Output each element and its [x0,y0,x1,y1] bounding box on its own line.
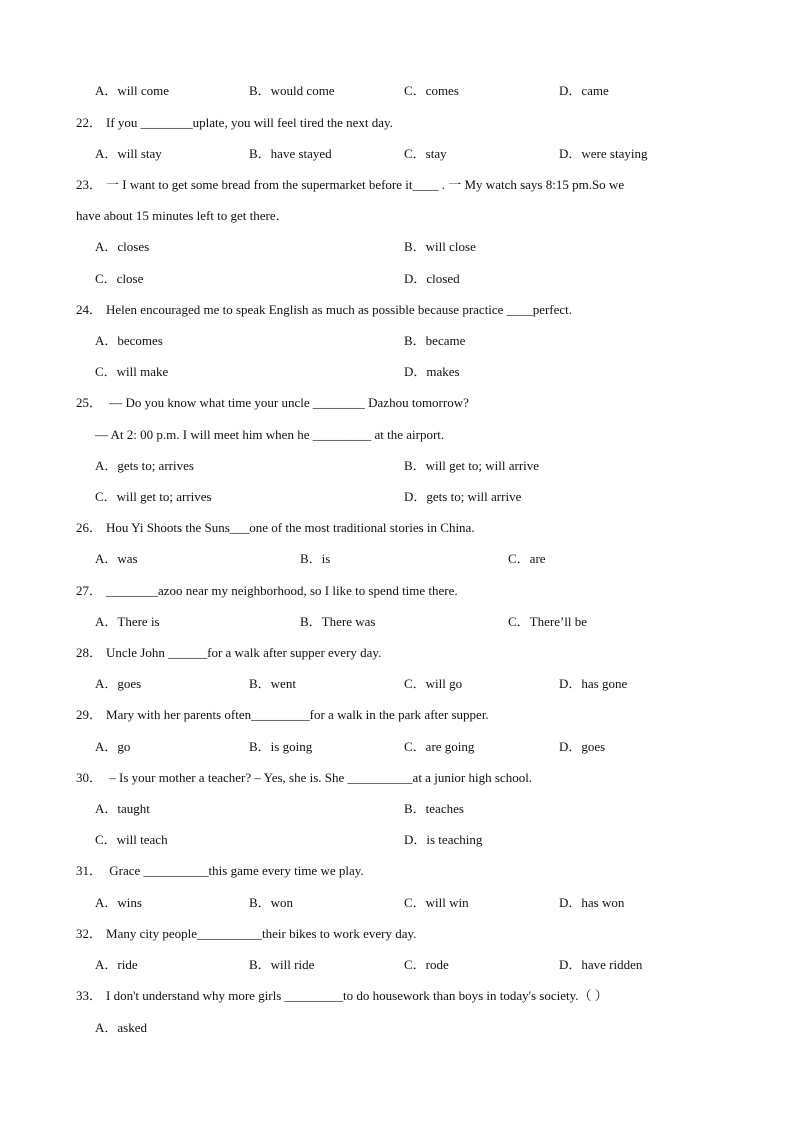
q28-option-d: D．has gone [559,676,628,691]
q25-option-b: B．will get to; will arrive [404,458,540,473]
question-25-reply: — At 2: 00 p.m. I will meet him when he _________ at the airport. [95,427,445,442]
q26-option-b: B．is [300,551,331,566]
question-30 [76,770,532,786]
q26-option-c: C．are [508,551,546,566]
question-text: Grace __________this game every time we play. [106,863,364,878]
q25-option-c: C．will get to; arrives [95,489,212,504]
q22-option-b: B．have stayed [249,146,332,161]
question-22 [76,115,393,131]
q22-option-c: C．stay [404,146,447,161]
question-number: 24． [76,302,103,317]
q23-option-c: C．close [95,271,144,286]
question-28 [76,645,381,661]
question-26 [76,520,475,536]
q29-option-c: C．are going [404,739,475,754]
question-number: 32． [76,926,103,941]
q30-option-b: B．teaches [404,801,464,816]
q22-option-d: D．were staying [559,146,648,161]
q31-option-b: B．won [249,895,294,910]
question-text: — Do you know what time your uncle ________ Dazhou tomorrow? [106,395,469,410]
q26-option-a: A．was [95,551,138,566]
q29-option-d: D．goes [559,739,606,754]
q32-option-b: B．will ride [249,957,315,972]
q29-option-a: A．go [95,739,131,754]
q31-option-d: D．has won [559,895,625,910]
q25-option-d: D．gets to; will arrive [404,489,522,504]
question-text: I don't understand why more girls _________to do housework than boys in today's society.（ ） [106,988,608,1003]
question-number: 22． [76,115,103,130]
q21-option-a: A．will come [95,83,170,98]
question-32 [76,926,416,942]
question-24 [76,302,572,318]
question-text: Mary with her parents often_________for a walk in the park after supper. [106,707,489,722]
question-number: 29． [76,707,103,722]
question-text: Hou Yi Shoots the Suns___one of the most traditional stories in China. [106,520,475,535]
question-25 [76,395,469,411]
q21-option-c: C．comes [404,83,459,98]
q30-option-c: C．will teach [95,832,168,847]
question-number: 30． [76,770,103,785]
question-number: 26． [76,520,103,535]
q21-option-b: B．would come [249,83,335,98]
q27-option-b: B．There was [300,614,376,629]
q21-option-d: D．came [559,83,609,98]
q30-option-d: D．is teaching [404,832,483,847]
q31-option-a: A．wins [95,895,142,910]
question-number: 28． [76,645,103,660]
q23-option-d: D．closed [404,271,460,286]
q24-option-a: A．becomes [95,333,163,348]
question-29 [76,707,489,723]
q33-option-a: A．asked [95,1020,147,1035]
q32-option-a: A．ride [95,957,138,972]
question-number: 25． [76,395,103,410]
q25-option-a: A．gets to; arrives [95,458,194,473]
question-27 [76,583,458,599]
question-33 [76,988,608,1004]
question-text: If you ________uplate, you will feel tired the next day. [106,115,393,130]
q27-option-c: C．There’ll be [508,614,588,629]
question-number: 27． [76,583,103,598]
question-31 [76,863,364,879]
question-text: Uncle John ______for a walk after supper every day. [106,645,382,660]
question-number: 23． [76,177,103,192]
q22-option-a: A．will stay [95,146,162,161]
q28-option-b: B．went [249,676,296,691]
q28-option-c: C．will go [404,676,463,691]
q30-option-a: A．taught [95,801,150,816]
question-text: 一 I want to get some bread from the supermarket before it____ . 一 My watch says 8:15 pm.So we [106,177,625,192]
q32-option-d: D．have ridden [559,957,643,972]
q24-option-d: D．makes [404,364,460,379]
q31-option-c: C．will win [404,895,469,910]
q29-option-b: B．is going [249,739,313,754]
q24-option-b: B．became [404,333,466,348]
q24-option-c: C．will make [95,364,169,379]
q32-option-c: C．rode [404,957,449,972]
q23-option-a: A．closes [95,239,150,254]
question-text: ________azoo near my neighborhood, so I like to spend time there. [106,583,458,598]
q23-option-b: B．will close [404,239,476,254]
question-text: – Is your mother a teacher? – Yes, she is. She __________at a junior high school. [106,770,533,785]
q27-option-a: A．There is [95,614,160,629]
question-number: 33． [76,988,103,1003]
question-text: Many city people__________their bikes to work every day. [106,926,417,941]
q28-option-a: A．goes [95,676,142,691]
question-23 [76,177,624,193]
question-number: 31． [76,863,103,878]
question-23-continued: have about 15 minutes left to get there． [76,208,289,223]
question-text: Helen encouraged me to speak English as much as possible because practice ____perfect. [106,302,573,317]
